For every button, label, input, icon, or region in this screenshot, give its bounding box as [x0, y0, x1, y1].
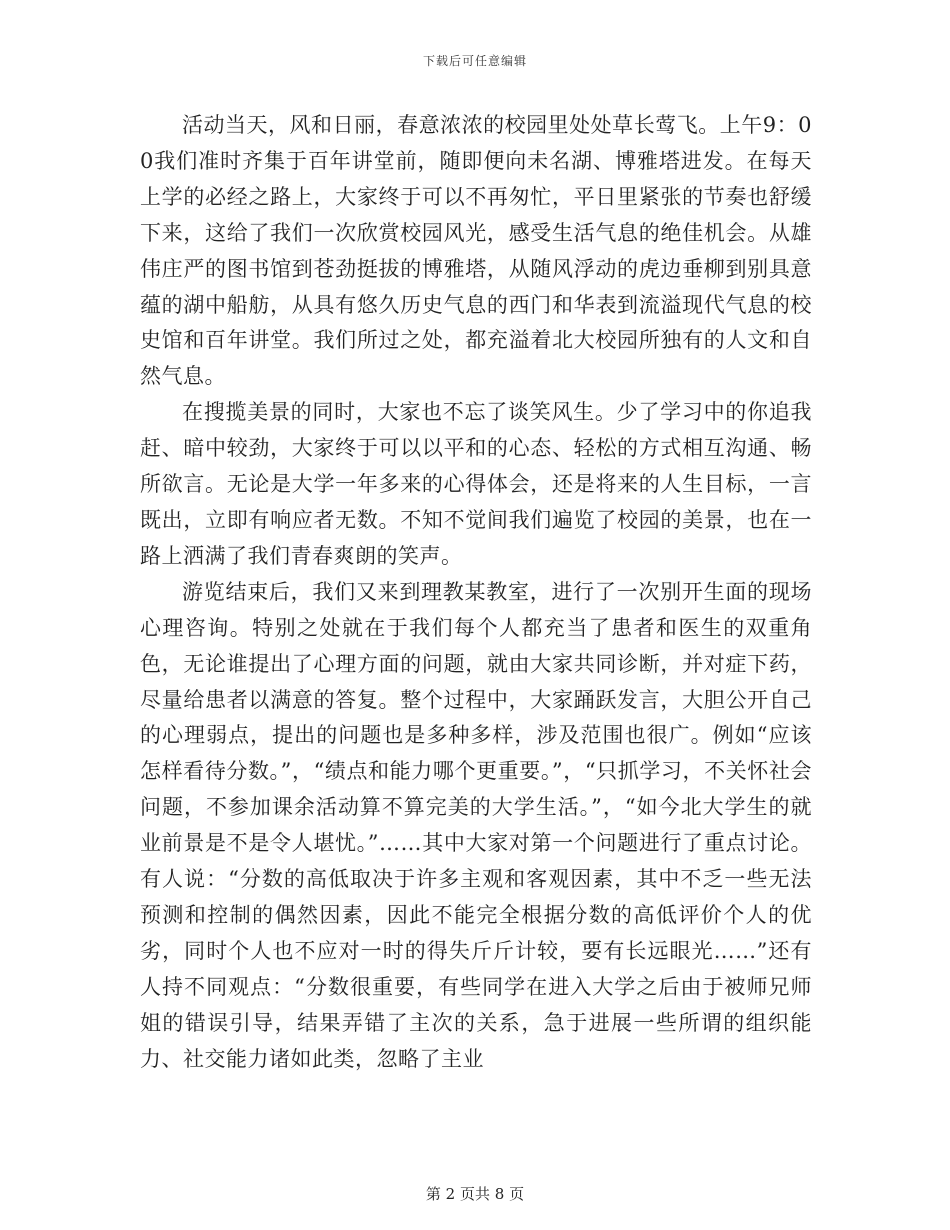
page-header: 下载后可任意编辑 [422, 54, 527, 68]
paragraph-1: 活动当天，风和日丽，春意浓浓的校园里处处草长莺飞。上午9：00我们准时齐集于百年讲堂前，随即便向未名湖、博雅塔进发。在每天上学的必经之路上，大家终于可以不再匆忙，平日里紧张的节奏也舒缓下来，这给了我们一次欣赏校园风光，感受生活气息的绝佳机会。从雄伟庄严的图书馆到苍劲挺拔的博雅塔，从随风浮动的虎边垂柳到别具意蕴的湖中船舫，从具有悠久历史气息的西门和华表到流溢现代气息的校史馆和百年讲堂。我们所过之处，都充溢着北大校园所独有的人文和自然气息。 [140, 113, 812, 389]
paragraph-2: 在搜揽美景的同时，大家也不忘了谈笑风生。少了学习中的你追我赶、暗中较劲，大家终于可以以平和的心态、轻松的方式相互沟通、畅所欲言。无论是大学一年多来的心得体会，还是将来的人生目标，一言既出，立即有响应者无数。不知不觉间我们遍览了校园的美景，也在一路上洒满了我们青春爽朗的笑声。 [140, 400, 812, 568]
paragraph-3: 游览结束后，我们又来到理教某教室，进行了一次别开生面的现场心理咨询。特别之处就在于我们每个人都充当了患者和医生的双重角色，无论谁提出了心理方面的问题，就由大家共同诊断，并对症下药，尽量给患者以满意的答复。整个过程中，大家踊跃发言，大胆公开自己的心理弱点，提出的问题也是多种多样，涉及范围也很广。例如“应该怎样看待分数。”，“绩点和能力哪个更重要。”，“只抓学习，不关怀社会问题，不参加课余活动算不算完美的大学生活。”，“如今北大学生的就业前景是不是令人堪忧。”……其中大家对第一个问题进行了重点讨论。有人说：“分数的高低取决于许多主观和客观因素，其中不乏一些无法预测和控制的偶然因素，因此不能完全根据分数的高低评价个人的优劣，同时个人也不应对一时的得失斤斤计较，要有长远眼光……”还有人持不同观点：“分数很重要，有些同学在进入大学之后由于被师兄师姐的错误引导，结果弄错了主次的关系，急于进展一些所谓的组织能力、社交能力诸如此类，忽略了主业 [140, 579, 812, 1071]
page-number-footer: 第 2 页共 8 页 [425, 1185, 525, 1203]
document-body [140, 108, 812, 1077]
